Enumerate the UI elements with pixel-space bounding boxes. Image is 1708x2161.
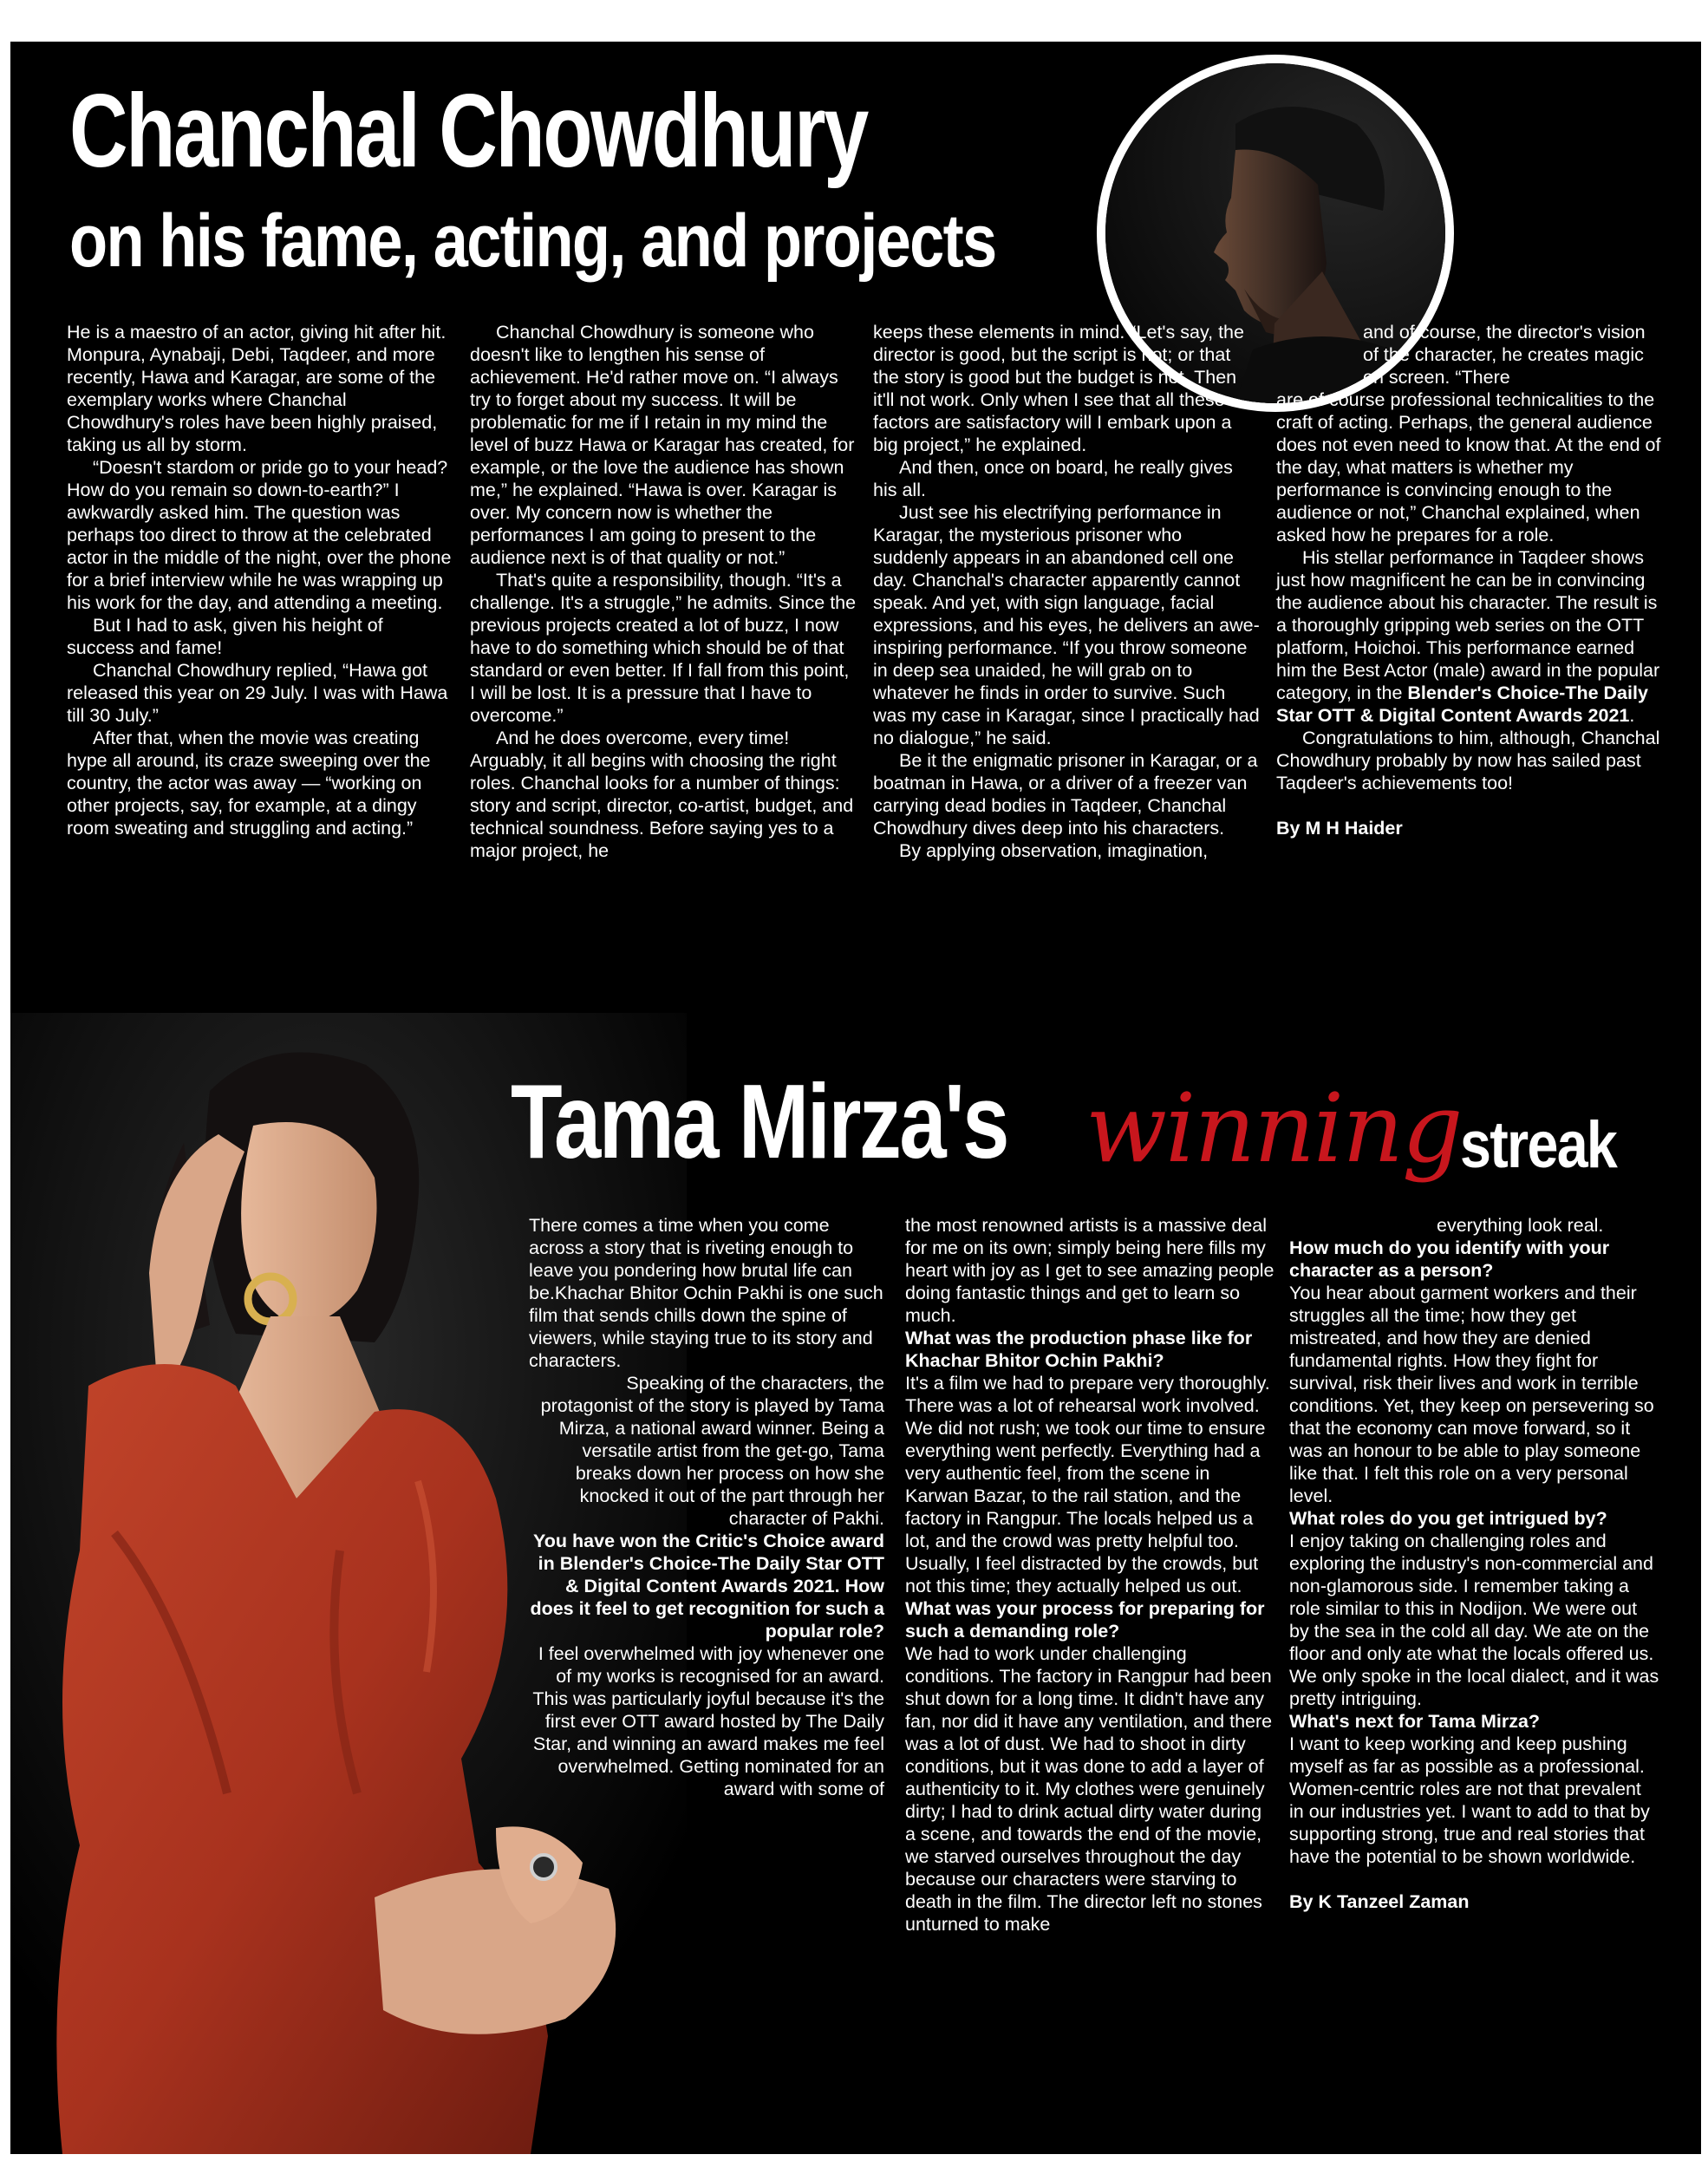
article1-title: Chanchal Chowdhury [69, 73, 867, 189]
article1-subtitle: on his fame, acting, and projects [69, 199, 996, 283]
answer: I want to keep working and keep pushing myself as far as possible as a professional. Women-centric roles are not that prevalent in our industries yet. I want to add to that by supporting strong, true and real stories that have the potential to be shown worldwide. [1289, 1733, 1650, 1867]
paragraph: And then, once on board, he really gives his all. [873, 457, 1233, 500]
answer: It's a film we had to prepare very thoroughly. There was a lot of rehearsal work involved. We did not rush; we took our time to ensure everything went perfectly. Everything had a very authentic feel, from the scene in Karwan Bazar, to the rail station, and the factory in Rangpur. The locals helped us a lot, and the crowd was pretty helpful too. Usually, I feel distracted by the crowds, but not this time; they actually helped us out. [905, 1373, 1270, 1596]
article2-column-1 [529, 1214, 884, 1800]
paragraph: That's quite a responsibility, though. “It's a challenge. It's a struggle,” he admits. Since the previous projects created a lot of buzz, I now have to do something which should be of that standard or even better. If I fall from this point, I will be lost. It is a pressure that I have to overcome.” [470, 570, 857, 726]
magazine-page [10, 42, 1701, 2154]
paragraph: And he does overcome, every time! Arguably, it all begins with choosing the right roles. Chanchal looks for a number of things: story and script, director, co-artist, budget, and technical soundness. Before saying yes to a major project, he [470, 728, 854, 861]
paragraph: His stellar performance in Taqdeer shows just how magnificent he can be in convincing the audience about his character. The result is a thoroughly gripping web series on the OTT platform, Hoichoi. This performance earned him the Best Actor (male) award in the popular category, in the Blender's Choice-The Daily Star OTT & Digital Content Awards 2021. [1276, 547, 1660, 726]
article2-title-script: winning [1085, 1073, 1462, 1184]
article1-column-3 [873, 321, 1260, 862]
paragraph: Just see his electrifying performance in Karagar, the mysterious prisoner who suddenly appears in an abandoned cell one day. Chanchal's character apparently cannot speak. And yet, with sign language, facial expressions, and his eyes, he delivers an awe-inspiring performance. “If you throw someone in deep sea unaided, he will grab on to whatever he finds in order to survive. Such was my case in Karagar, since I practically had no dialogue,” he said. [873, 502, 1260, 748]
award-name: Blender's Choice-The Daily Star OTT & Digital Content Awards 2021 [1276, 682, 1648, 726]
paragraph: are of course professional technicalities to the craft of acting. Perhaps, the general audience does not even need to know that. At the end of the day, what matters is whether my performance is convincing enough to the audience or not,” Chanchal explained, when asked how he prepares for a role. [1276, 389, 1661, 545]
article1-column-1 [67, 321, 453, 839]
paragraph: everything look real. [1437, 1215, 1604, 1236]
paragraph: There comes a time when you come across a story that is riveting enough to leave you pondering how brutal life can be.Khachar Bhitor Ochin Pakhi is one such film that sends chills down the spine of viewers, while staying true to its story and characters. [529, 1215, 883, 1371]
question: How much do you identify with your character as a person? [1289, 1237, 1610, 1281]
question: What roles do you get intrigued by? [1289, 1508, 1607, 1529]
paragraph: After that, when the movie was creating hype all around, its craze sweeping over the country, the actor was away — “working on other projects, say, for example, at a dingy room sweating and struggling and acting.” [67, 728, 431, 839]
paragraph: “Doesn't stardom or pride go to your head? How do you remain so down-to-earth?” I awkwardly asked him. The question was perhaps too direct to throw at the celebrated actor in the middle of the night, over the phone for a brief interview while he was wrapping up his work for the day, and attending a meeting. [67, 457, 452, 613]
paragraph: Congratulations to him, although, Chanchal Chowdhury probably by now has sailed past Taqdeer's achievements too! [1276, 728, 1660, 793]
article1-column-4 [1276, 388, 1663, 839]
paragraph: keeps these elements in mind. “Let's say, the director is good, but the script is not; or that the story is good but the budget is not. Then it'll not work. Only when I see that all these factors are satisfactory will I embark upon a big project,” he explained. [873, 322, 1244, 455]
question: What was your process for preparing for such a demanding role? [905, 1598, 1265, 1642]
paragraph: But I had to ask, given his height of success and fame! [67, 615, 383, 658]
paragraph: Speaking of the characters, the protagonist of the story is played by Tama Mirza, a national award winner. Being a versatile artist from the get-go, Tama breaks down her process on how she knocked it out of the part through her character of Pakhi. [540, 1373, 884, 1529]
article2-column-2 [905, 1214, 1276, 1936]
paragraph: the most renowned artists is a massive deal for me on its own; simply being here fills my heart with joy as I get to see amazing people doing fantastic things and get to learn so much. [905, 1215, 1274, 1326]
paragraph: He is a maestro of an actor, giving hit after hit. Monpura, Aynabaji, Debi, Taqdeer, and more recently, Hawa and Karagar, are some of the exemplary works where Chanchal Chowdhury's roles have been highly praised, taking us all by storm. [67, 322, 447, 455]
answer: I enjoy taking on challenging roles and exploring the industry's non-commercial and non-glamorous side. I remember taking a role similar to this in Nodijon. We were out by the sea in the cold all day. We ate on the floor and only ate what the locals offered us. We only spoke in the local dialect, and it was pretty intriguing. [1289, 1531, 1659, 1709]
paragraph: and of course, the director's vision of the character, he creates magic on screen. “There [1363, 322, 1646, 388]
question: What was the production phase like for Khachar Bhitor Ochin Pakhi? [905, 1328, 1253, 1371]
question: You have won the Critic's Choice award in Blender's Choice-The Daily Star OTT & Digital Content Awards 2021. How does it feel to get recognition for such a popular role? [530, 1531, 884, 1642]
answer: You hear about garment workers and their struggles all the time; how they get mistreated, and how they are denied fundamental rights. How they fight for survival, risk their lives and work in terrible conditions. Yet, they keep on persevering so that the economy can move forward, so it was an honour to be able to play someone like that. I felt this role on a very personal level. [1289, 1283, 1654, 1506]
answer: We had to work under challenging conditions. The factory in Rangpur had been shut down for a long time. It didn't have any fan, nor did it have any ventilation, and there was a lot of dust. We had to shoot in dirty conditions, but it was done to add a layer of authenticity to it. My clothes were genuinely dirty; I had to drink actual dirty water during a scene, and towards the end of the movie, we starved ourselves throughout the day because our characters were starving to death in the film. The director left no stones unturned to make [905, 1643, 1273, 1935]
article1-column-4-top [1363, 321, 1658, 388]
paragraph: By applying observation, imagination, [899, 840, 1209, 861]
byline: By M H Haider [1276, 818, 1403, 839]
answer: I feel overwhelmed with joy whenever one of my works is recognised for an award. This was particularly joyful because it's the first ever OTT award hosted by The Daily Star, and winning an award makes me feel overwhelmed. Getting nominated for an award with some of [532, 1643, 884, 1799]
article1-column-2 [470, 321, 857, 862]
article2-title: Tama Mirza's [511, 1062, 1008, 1180]
byline: By K Tanzeel Zaman [1289, 1891, 1470, 1912]
paragraph-text: His stellar performance in Taqdeer shows just how magnificent he can be in convincing the audience about his character. The result is a thoroughly gripping web series on the OTT platform, Hoichoi. This performance earned him the Best Actor (male) award in the popular category, in the [1276, 547, 1660, 703]
article2-title-end: streak [1460, 1108, 1617, 1182]
article2-column-3 [1289, 1214, 1660, 1913]
paragraph: Chanchal Chowdhury is someone who doesn't like to lengthen his sense of achievement. He'd rather move on. “I always try to forget about my success. It will be problematic for me if I retain in my mind the level of buzz Hawa or Karagar has created, for example, or the love the audience has shown me,” he explained. “Hawa is over. Karagar is over. My concern now is whether the performances I am going to present to the audience next is of that quality or not.” [470, 322, 855, 568]
paragraph: Be it the enigmatic prisoner in Karagar, or a boatman in Hawa, or a driver of a freezer van carrying dead bodies in Taqdeer, Chanchal Chowdhury dives deep into his characters. [873, 750, 1258, 839]
question: What's next for Tama Mirza? [1289, 1711, 1541, 1732]
paragraph: Chanchal Chowdhury replied, “Hawa got released this year on 29 July. I was with Hawa till 30 July.” [67, 660, 448, 726]
